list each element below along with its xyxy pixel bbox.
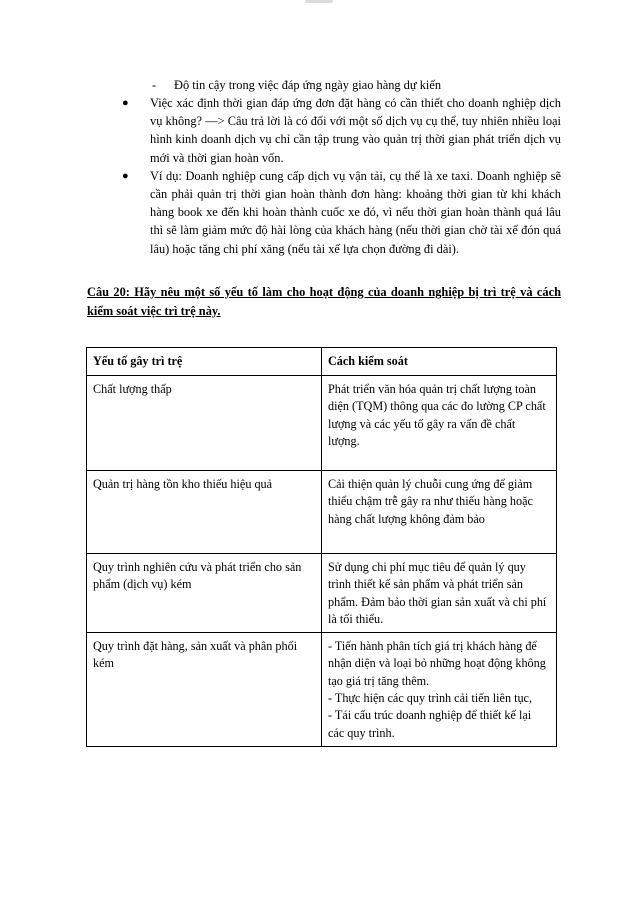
bullet-item — [120, 167, 561, 258]
bullet-icon: ● — [122, 169, 129, 182]
bullet-list — [120, 94, 561, 258]
control-cell — [322, 376, 557, 471]
factors-table — [86, 347, 557, 747]
dash-list-item — [152, 76, 572, 94]
bullet-item — [120, 94, 561, 167]
control-cell — [322, 554, 557, 633]
control-text: - Thực hiện các quy trình cải tiến liên tục, — [328, 691, 533, 706]
factor-cell: Quy trình nghiên cứu và phát triển cho sản phẩm (dịch vụ) kém — [87, 554, 322, 633]
control-text: Sử dụng chi phí mục tiêu để quản lý quy trình thiết kế sản phẩm và phát triển sản phẩm. Đảm bảo thời gian sản xuất và chi phí là tối thiểu. — [328, 560, 547, 626]
question-heading: Câu 20: Hãy nêu một số yếu tố làm cho hoạt động của doanh nghiệp bị trì trệ và cách kiểm soát việc trì trệ này. — [87, 285, 561, 318]
control-text: Phát triển văn hóa quản trị chất lượng toàn diện (TQM) thông qua các đo lường CP chất lượng và các yếu tố gây ra vấn đề chất lượng. — [328, 382, 546, 448]
control-text: Cải thiện quản lý chuỗi cung ứng để giảm thiểu chậm trễ gây ra như thiếu hàng hoặc hàng chất lượng không đảm bảo — [328, 477, 533, 526]
control-text: - Tái cấu trúc doanh nghiệp để thiết kế lại các quy trình. — [328, 708, 532, 740]
factor-cell: Quy trình đặt hàng, sản xuất và phân phối kém — [87, 633, 322, 747]
column-header-factor: Yếu tố gây trì trệ — [87, 348, 322, 376]
page-top-marker — [305, 0, 333, 3]
control-cell — [322, 633, 557, 747]
bullet-icon: ● — [122, 97, 129, 109]
dash-item-text: Độ tin cậy trong việc đáp ứng ngày giao hàng dự kiến — [174, 78, 442, 92]
table-row — [87, 376, 557, 471]
control-cell — [322, 471, 557, 554]
table-row — [87, 554, 557, 633]
bullet-item-text: Ví dụ: Doanh nghiệp cung cấp dịch vụ vận tải, cụ thể là xe taxi. Doanh nghiệp sẽ cần phải quản trị thời gian hoàn thành đơn hàng: khoảng thời gian từ khi khách hàng book xe đến khi hoàn thành cuốc xe đó, vì nếu thời gian hoàn thành quá lâu thì sẽ làm giảm mức độ hài lòng của khách hàng (nếu thời gian chờ tài xế đón quá lâu) hoặc tăng chi phí xăng (nếu tài xế lựa chọn đường đi dài). — [150, 168, 561, 256]
control-text: - Tiến hành phân tích giá trị khách hàng để nhận diện và loại bỏ những hoạt động không tạo giá trị tăng thêm. — [328, 639, 546, 688]
table-row — [87, 471, 557, 554]
table-row — [87, 633, 557, 747]
table-header-row — [87, 348, 557, 376]
bullet-item-text: Việc xác định thời gian đáp ứng đơn đặt hàng có cần thiết cho doanh nghiệp dịch vụ không? —> Câu trả lời là có đối với một số dịch vụ cụ thể, tuy nhiên nhiều loại hình kinh doanh dịch vụ chỉ cần tập trung vào quản trị thời gian phát triển dịch vụ mới và thời gian hoàn vốn. — [150, 96, 561, 165]
factor-cell: Chất lượng thấp — [87, 376, 322, 471]
column-header-control: Cách kiểm soát — [322, 348, 557, 376]
dash-marker: - — [152, 78, 157, 92]
factor-cell: Quản trị hàng tồn kho thiếu hiệu quả — [87, 471, 322, 554]
